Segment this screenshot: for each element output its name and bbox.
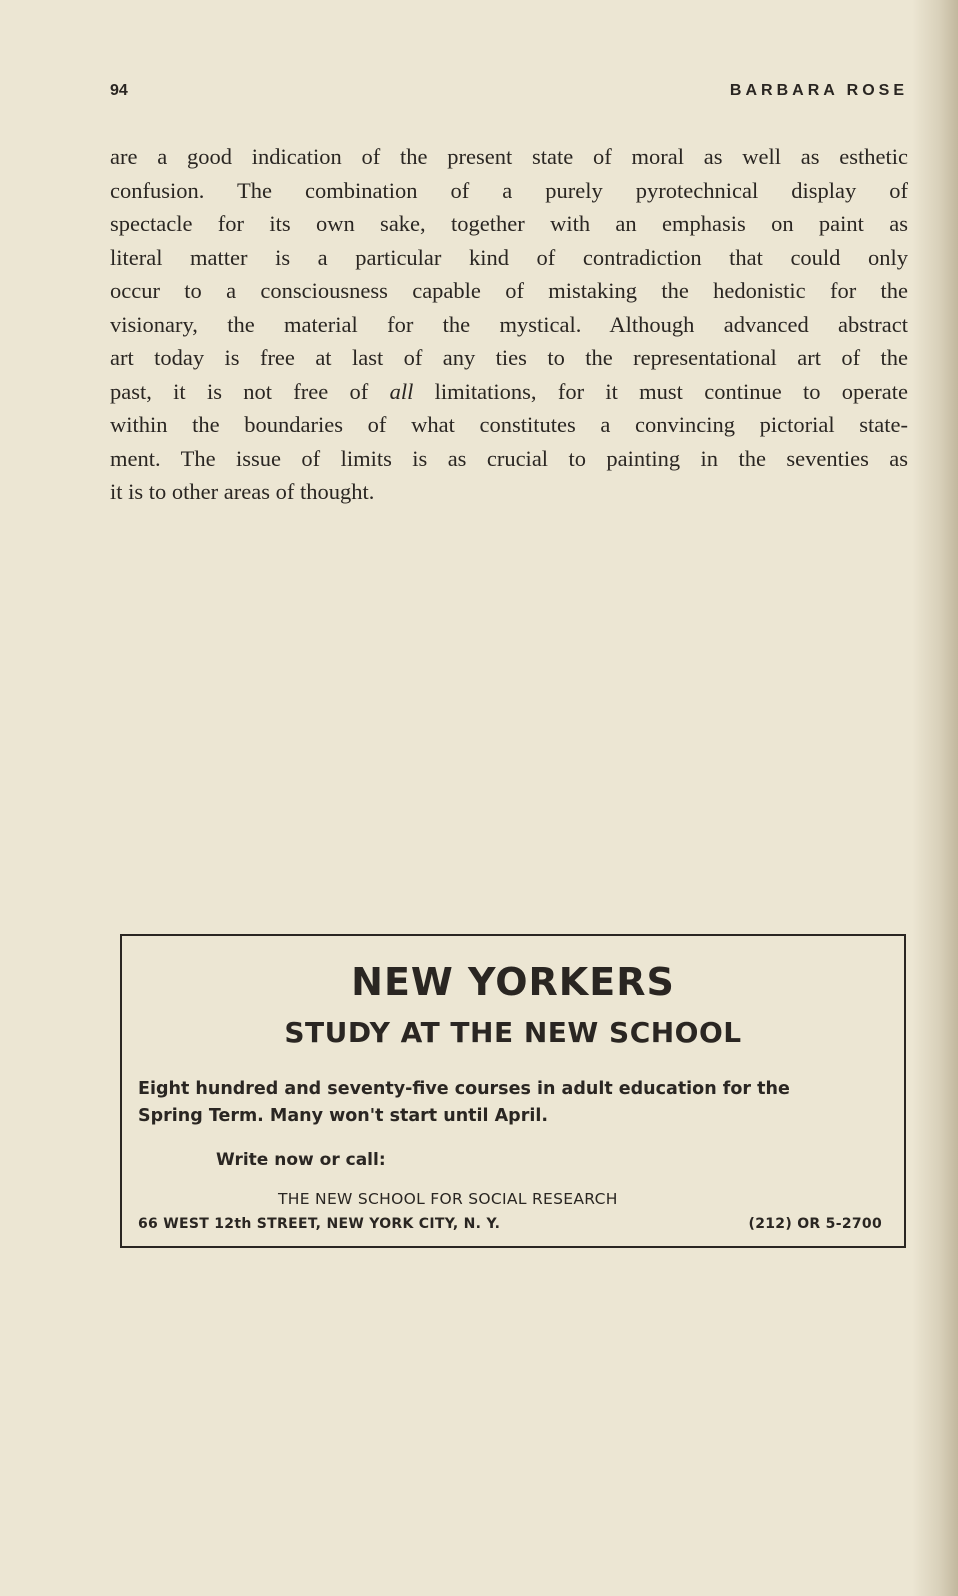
page-header	[110, 82, 908, 106]
ad-phone: (212) OR 5-2700	[748, 1216, 882, 1232]
text-line: it is to other areas of thought.	[110, 479, 375, 504]
text-line: are a good indication of the present state of moral as well as esthetic	[110, 144, 908, 169]
ad-call-to-action: Write now or call:	[216, 1150, 386, 1170]
text-segment: limitations, for it must continue to operate	[413, 378, 908, 404]
ad-description-line: Spring Term. Many won't start until April.	[138, 1106, 548, 1126]
text-line-with-emphasis	[110, 375, 908, 409]
text-line: literal matter is a particular kind of contradiction that could only	[110, 244, 908, 270]
text-line: art today is free at last of any ties to the representational art of the	[110, 345, 908, 370]
ad-subtitle: STUDY AT THE NEW SCHOOL	[284, 1016, 742, 1049]
ad-organization: THE NEW SCHOOL FOR SOCIAL RESEARCH	[278, 1190, 618, 1208]
advertisement-box	[120, 934, 906, 1248]
text-line: ment. The issue of limits is as crucial to painting in the seventies as	[110, 445, 908, 471]
running-head-author: BARBARA ROSE	[729, 82, 908, 99]
text-line: within the boundaries of what constitutes a convincing pictorial state-	[110, 412, 908, 437]
body-paragraph	[110, 140, 908, 509]
emphasized-word: all	[389, 378, 414, 404]
page-number: 94	[110, 82, 128, 99]
ad-description-line: Eight hundred and seventy-five courses in adult education for the	[138, 1079, 790, 1099]
text-line: visionary, the material for the mystical. Although advanced abstract	[110, 311, 908, 337]
text-line: occur to a consciousness capable of mistaking the hedonistic for the	[110, 278, 908, 303]
ad-title: NEW YORKERS	[351, 960, 675, 1004]
text-line: spectacle for its own sake, together with an emphasis on paint as	[110, 211, 908, 236]
text-line: confusion. The combination of a purely pyrotechnical display of	[110, 177, 908, 203]
ad-address: 66 WEST 12th STREET, NEW YORK CITY, N. Y.	[138, 1216, 501, 1232]
page-edge-shadow	[912, 0, 958, 1596]
ad-description	[138, 1076, 888, 1130]
text-segment: past, it is not free of	[110, 378, 390, 404]
